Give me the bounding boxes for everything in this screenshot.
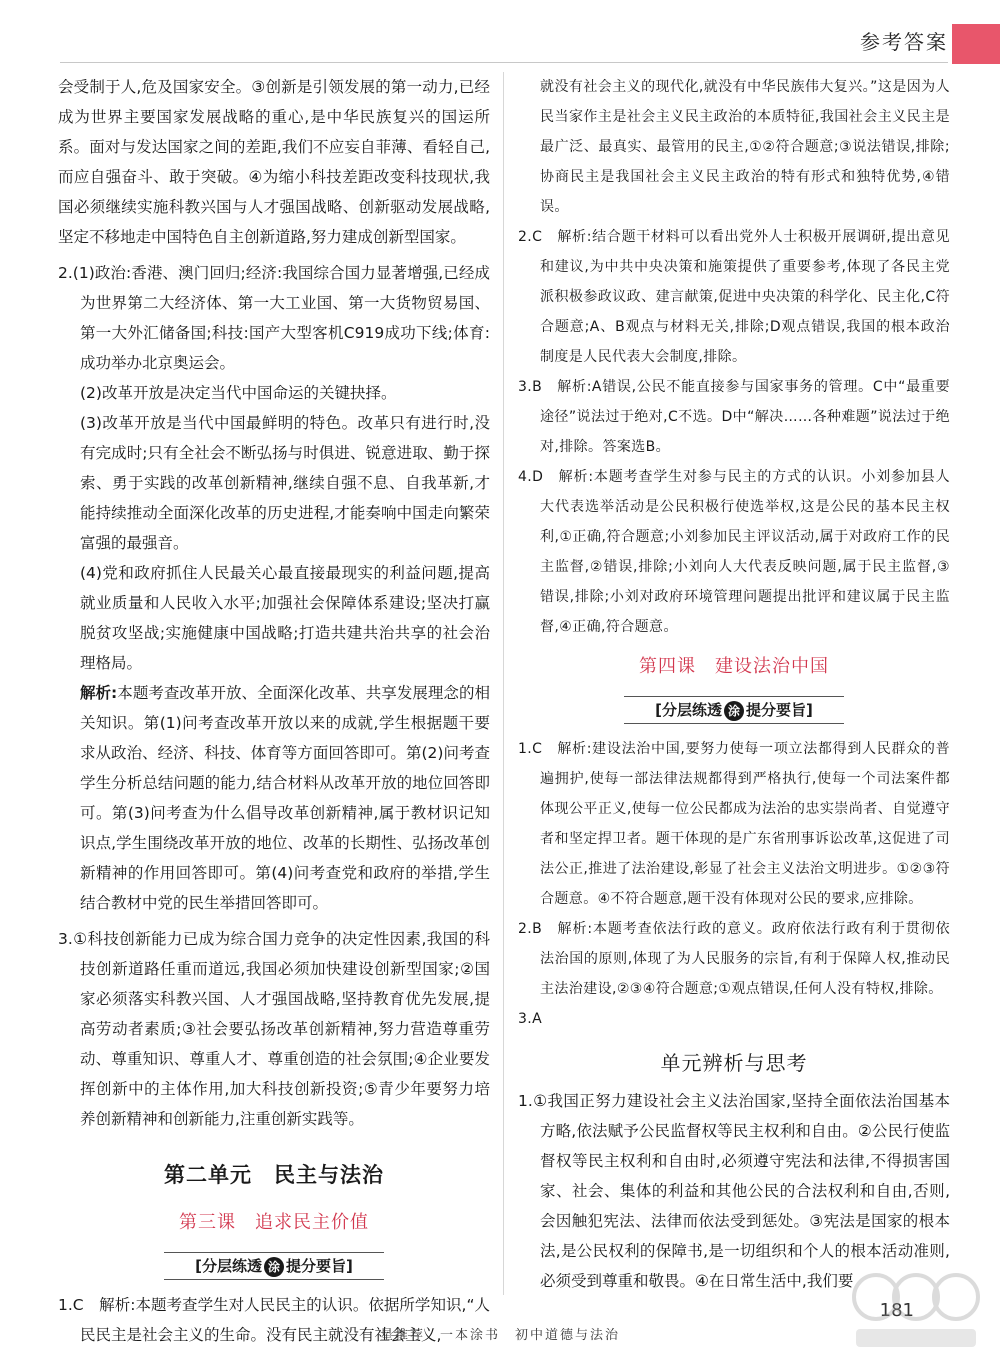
analysis-label: 解析: <box>80 684 118 702</box>
right-column <box>518 72 950 1296</box>
header-rule <box>60 62 948 63</box>
answer-2-part-2: (2)改革开放是决定当代中国命运的关键抉择。 <box>80 384 397 402</box>
answer-4: 4.D 解析:本题考查学生对参与民主的方式的认识。小刘参加县人大代表选举活动是公民积极行使选举权,这是公民的基本民主权利,①正确,符合题意;小刘参加民主评议活动,属于对政府工作的民主监督,②错误,排除;小刘向人大代表反映问题,属于民主监督,③错误,排除;小刘对政府环境管理问题提出批评和建议属于民主监督,④正确,符合题意。 <box>518 469 950 635</box>
section-heading: [分层练透 涂 提分要旨] <box>164 1252 384 1280</box>
tu-badge-icon: 涂 <box>724 701 744 721</box>
footer-text: 星推荐 一本涂书 初中道德与法治 <box>379 1328 620 1343</box>
summary-title: 单元辨析与思考 <box>660 1051 808 1075</box>
unit-title: 第二单元 民主与法治 <box>164 1163 384 1187</box>
answer-2-part-4: (4)党和政府抓住人民最关心最直接最现实的利益问题,提高就业质量和人民收入水平;加强社会保障体系建设;坚决打赢脱贫攻坚战;实施健康中国战略;打造共建共治共享的社会治理格局。 <box>80 564 490 672</box>
analysis-text: 本题考查改革开放、全面深化改革、共享发展理念的相关知识。第(1)问考查改革开放以来的成就,学生根据题干要求从政治、经济、科技、体育等方面回答即可。第(2)问考查学生分析总结问题的能力,结合材料从改革开放的地位回答即可。第(3)问考查为什么倡导改革创新精神,属于教材识记知识点,学生围绕改革开放的地位、改革的长期性、弘扬改革创新精神的作用回答即可。第(4)问考查党和政府的举措,学生结合教材中党的民生举措回答即可。 <box>80 684 490 912</box>
answer-3: 3.B 解析:A错误,公民不能直接参与国家事务的管理。C中“最重要途径”说法过于绝对,C不选。D中“解决……各种难题”说法过于绝对,排除。答案选B。 <box>518 379 950 455</box>
section-heading: [分层练透 涂 提分要旨] <box>624 696 844 724</box>
page-number: 181 <box>879 1300 914 1321</box>
lesson3-answer-1: 1.C 解析:本题考查学生对人民民主的认识。依据所学知识,“人民民主是社会主义的生命。没有民主就没有社会主义, <box>58 1296 490 1344</box>
column-divider <box>503 72 504 1295</box>
lesson-title: 第四课 建设法治中国 <box>639 656 829 677</box>
lesson4-answer-2: 2.B 解析:本题考查依法行政的意义。政府依法行政有利于贯彻依法治国的原则,体现了为人民服务的宗旨,有利于保障人权,推动民主法治建设,②③④符合题意;①观点错误,任何人没有特权,排除。 <box>518 921 950 997</box>
lesson4-answer-1: 1.C 解析:建设法治中国,要努力使每一项立法都得到人民群众的普遍拥护,使每一部法律法规都得到严格执行,使每一个司法案件都体现公平正义,使每一位公民都成为法治的忠实崇尚者、自觉遵守者和坚定捍卫者。题干体现的是广东省刑事诉讼改革,这促进了司法公正,推进了法治建设,彰显了社会主义法治文明进步。①②③符合题意。④不符合题意,题干没有体现对公民的要求,应排除。 <box>518 741 950 907</box>
paragraph: 会受制于人,危及国家安全。③创新是引领发展的第一动力,已经成为世界主要国家发展战略的重心,是中华民族复兴的国运所系。面对与发达国家之间的差距,我们不应妄自菲薄、看轻自己,而应自强奋斗、敢于突破。④为缩小科技差距改变科技现状,我国必须继续实施科教兴国与人才强国战略、创新驱动发展战略,坚定不移地走中国特色自主创新道路,努力建成创新型国家。 <box>58 78 490 246</box>
answer-2-part-1: 2.(1)政治:香港、澳门回归;经济:我国综合国力显著增强,已经成为世界第二大经济体、第一大工业国、第一大货物贸易国、第一大外汇储备国;科技:国产大型客机C919成功下线;体育:成功举办北京奥运会。 <box>58 264 490 372</box>
header-accent-bar <box>952 24 1000 64</box>
tu-badge-icon: 涂 <box>264 1257 284 1277</box>
answer-2: 2.C 解析:结合题干材料可以看出党外人士积极开展调研,提出意见和建议,为中共中央决策和施策提供了重要参考,体现了各民主党派积极参政议政、建言献策,促进中央决策的科学化、民主化,C符合题意;A、B观点与材料无关,排除;D观点错误,我国的根本政治制度是人民代表大会制度,排除。 <box>518 229 950 365</box>
lesson4-answer-3: 3.A <box>518 1011 543 1027</box>
answer-3: 3.①科技创新能力已成为综合国力竞争的决定性因素,我国的科技创新道路任重而道远,我国必须加快建设创新型国家;②国家必须落实科教兴国、人才强国战略,坚持教育优先发展,提高劳动者素质;③社会要弘扬改革创新精神,努力营造尊重劳动、尊重知识、尊重人才、尊重创造的社会氛围;④企业要发挥创新中的主体作用,加大科技创新投资;⑤青少年要努力培养创新精神和创新能力,注重创新实践等。 <box>58 930 490 1128</box>
header-tab: 参考答案 <box>860 30 948 54</box>
answer-2-part-3: (3)改革开放是当代中国最鲜明的特色。改革只有进行时,没有完成时;只有全社会不断弘扬与时俱进、锐意进取、勤于探索、勇于实践的改革创新精神,继续自强不息、自我革新,才能持续推动全面深化改革的历史进程,才能奏响中国走向繁荣富强的最强音。 <box>80 414 490 552</box>
summary-answer-1: 1.①我国正努力建设社会主义法治国家,坚持全面依法治国基本方略,依法赋予公民监督权等民主权利和自由。②公民行使监督权等民主权利和自由时,必须遵守宪法和法律,不得损害国家、社会、集体的利益和其他公民的合法权利和自由,否则,会因触犯宪法、法律而依法受到惩处。③宪法是国家的根本法,是公民权利的保障书,是一切组织和个人的根本活动准则,必须受到尊重和敬畏。④在日常生活中,我们要 <box>518 1092 950 1290</box>
watermark-logo-icon <box>846 1257 986 1357</box>
lesson-title: 第三课 追求民主价值 <box>179 1212 369 1233</box>
answer-2-analysis <box>58 678 490 918</box>
paragraph: 就没有社会主义的现代化,就没有中华民族伟大复兴。”这是因为人民当家作主是社会主义民主政治的本质特征,我国社会主义民主是最广泛、最真实、最管用的民主,①②符合题意;③说法错误,排除;协商民主是我国社会主义民主政治的特有形式和独特优势,④错误。 <box>540 79 950 215</box>
left-column <box>58 72 490 1350</box>
